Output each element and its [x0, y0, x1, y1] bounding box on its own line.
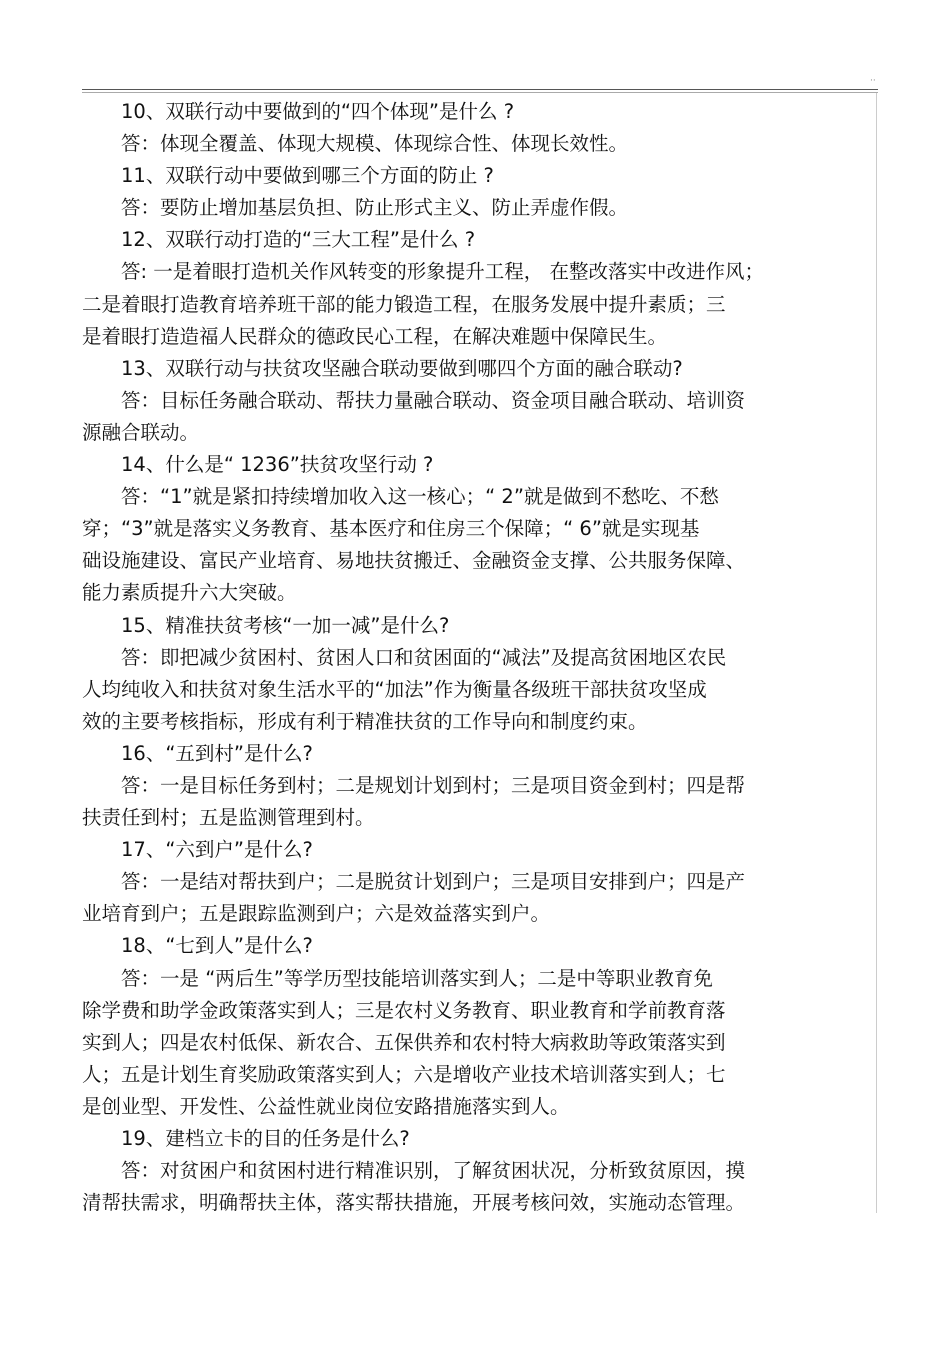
- text-line: 13、双联行动与扶贫攻坚融合联动要做到哪四个方面的融合联动?: [121, 356, 683, 380]
- text-line: 10、双联行动中要做到的“四个体现”是什么 ?: [121, 100, 515, 123]
- text-line: 除学费和助学金政策落实到人；三是农村义务教育、职业教育和学前教育落: [82, 998, 726, 1022]
- text-line: 源融合联动。: [82, 420, 200, 444]
- text-line: 16、“五到村”是什么?: [121, 741, 313, 765]
- text-line: 人；五是计划生育奖励政策落实到人；六是增收产业技术培训落实到人；七: [82, 1062, 726, 1086]
- text-line: 答：体现全覆盖、体现大规模、体现综合性、体现长效性。: [121, 132, 629, 156]
- document-body: [82, 96, 862, 1219]
- text-line: 础设施建设、富民产业培育、易地扶贫搬迁、金融资金支撑、公共服务保障、: [82, 549, 746, 573]
- text-line: 答：即把减少贫困村、贫困人口和贫困面的“减法”及提高贫困地区农民: [121, 645, 727, 669]
- text-line: 答: 一是着眼打造机关作风转变的形象提升工程， 在整改落实中改进作风；: [121, 260, 764, 284]
- text-line: 人均纯收入和扶贫对象生活水平的“加法”作为衡量各级班干部扶贫攻坚成: [82, 677, 707, 701]
- text-line: 穿；“3”就是落实义务教育、基本医疗和住房三个保障；“ 6”就是实现基: [82, 517, 700, 541]
- text-line: 19、建档立卡的目的任务是什么?: [121, 1127, 410, 1150]
- text-line: 是创业型、开发性、公益性就业岗位安路措施落实到人。: [82, 1094, 570, 1118]
- header-rule: [82, 89, 878, 90]
- text-line: 答：对贫困户和贫困村进行精准识别，了解贫困状况，分析致贫原因，摸: [121, 1159, 746, 1183]
- text-line: 答：一是目标任务到村；二是规划计划到村；三是项目资金到村；四是帮: [121, 773, 746, 797]
- text-line: 答：目标任务融合联动、帮扶力量融合联动、资金项目融合联动、培训资: [121, 388, 746, 412]
- text-line: 实到人；四是农村低保、新农合、五保供养和农村特大病救助等政策落实到: [82, 1030, 726, 1054]
- text-line: 15、精准扶贫考核“一加一减”是什么?: [121, 613, 450, 637]
- text-line: 11、双联行动中要做到哪三个方面的防止 ?: [121, 164, 494, 188]
- text-line: 12、双联行动打造的“三大工程”是什么 ?: [121, 228, 476, 252]
- text-line: 答：一是 “两后生”等学历型技能培训落实到人；二是中等职业教育免: [121, 966, 713, 990]
- text-line: 业培育到户；五是跟踪监测到户；六是效益落实到户。: [82, 902, 551, 926]
- header-rule-secondary: [82, 92, 878, 93]
- text-line: 扶责任到村；五是监测管理到村。: [82, 806, 375, 830]
- text-line: 清帮扶需求，明确帮扶主体，落实帮扶措施，开展考核问效，实施动态管理。: [82, 1191, 746, 1215]
- text-line: 答：要防止增加基层负担、防止形式主义、防止弄虚作假。: [121, 196, 629, 220]
- header-mark: ··: [870, 76, 876, 86]
- text-line: 能力素质提升六大突破。: [82, 581, 297, 605]
- text-line: 14、什么是“ 1236”扶贫攻坚行动 ?: [121, 453, 434, 477]
- right-margin-rule: [876, 93, 877, 1213]
- text-line: 二是着眼打造教育培养班干部的能力锻造工程，在服务发展中提升素质；三: [82, 292, 726, 316]
- text-line: 17、“六到户”是什么?: [121, 838, 313, 862]
- text-line: 是着眼打造造福人民群众的德政民心工程，在解决难题中保障民生。: [82, 324, 668, 348]
- text-line: 18、“七到人”是什么?: [121, 934, 313, 958]
- text-line: 答：一是结对帮扶到户；二是脱贫计划到户；三是项目安排到户；四是产: [121, 870, 746, 894]
- text-line: 答：“1”就是紧扣持续增加收入这一核心；“ 2”就是做到不愁吃、不愁: [121, 485, 719, 509]
- text-line: 效的主要考核指标，形成有利于精准扶贫的工作导向和制度约束。: [82, 709, 648, 733]
